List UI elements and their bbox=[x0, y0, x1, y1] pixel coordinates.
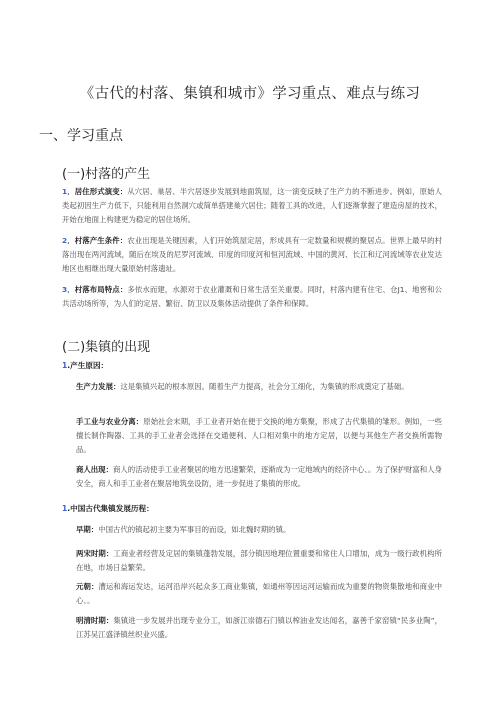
list-item bbox=[62, 234, 442, 276]
subsection-heading-villages: (一)村落的产生 bbox=[62, 167, 151, 182]
item-text: 多依水而建，水源对于农业灌溉和日常生活至关重要。同时，村落内建有住宅、仓J1、地窖和公共活动场所等，为人们的定居、繁衍、防卫以及集体活动提供了条件和保障。 bbox=[62, 285, 442, 308]
list-item bbox=[76, 415, 442, 457]
item-text: 集镇进一步发展并出现专业分工，如浙江崇德石门镇以榨油业发达闻名，嘉善千家窑镇“民多业陶”，江苏吴江盛泽镇丝织业兴盛。 bbox=[76, 616, 442, 639]
list-item bbox=[76, 523, 442, 537]
item-label: ．村落产生条件： bbox=[67, 236, 128, 245]
item-number: 3 bbox=[62, 285, 68, 294]
list-item bbox=[76, 547, 442, 575]
item-number: 2 bbox=[62, 236, 68, 245]
item-number: 1 bbox=[62, 187, 68, 196]
list-item bbox=[76, 463, 442, 491]
sub-heading-history bbox=[62, 502, 154, 516]
item-label: 商人出现： bbox=[76, 465, 113, 474]
item-label: 两宋时期： bbox=[76, 549, 114, 558]
item-text: 这是集镇兴起的根本原因。随着生产力提高，社会分工细化，为集镇的形成奠定了基础。 bbox=[120, 382, 409, 391]
item-text: 中国古代的镇起初主要为军事目的而设，如北魏时期的镇。 bbox=[98, 525, 291, 534]
subsection-heading-market-towns: (二)集镇的出现 bbox=[62, 340, 151, 355]
item-label: 早期： bbox=[76, 525, 99, 534]
list-item bbox=[76, 380, 442, 394]
item-number: 1 bbox=[62, 361, 68, 370]
item-label: .中国古代集镇发展历程： bbox=[67, 504, 154, 513]
item-label: ．村落布局特点： bbox=[67, 285, 128, 294]
item-label: 明清时期： bbox=[76, 616, 114, 625]
item-text: 商人的活动使手工业者聚居的地方迅速繁荣，逐渐成为一定地域内的经济中心、。为了保护财富和人身安全，商人和手工业者在聚居地筑垒设防，进一步促进了集镇的形成。 bbox=[76, 465, 442, 488]
item-label: 元朝： bbox=[76, 582, 99, 591]
list-item bbox=[76, 614, 442, 642]
item-label: 生产力发展： bbox=[76, 382, 121, 391]
item-text: 工商业者经营及定居的集镇蓬勃发展，部分镇因地理位置重要和常住人口增加，成为一级行政机构所在地，市场日益繁荣。 bbox=[76, 549, 442, 572]
item-label: ．居住形式演变： bbox=[67, 187, 128, 196]
document-title: 《古代的村落、集镇和城市》学习重点、难点与练习 bbox=[79, 86, 421, 102]
section-heading-learning-focus: 一、学习重点 bbox=[39, 128, 123, 144]
sub-heading-causes bbox=[62, 359, 108, 373]
list-item bbox=[62, 185, 442, 227]
item-label: .产生原因： bbox=[67, 361, 109, 370]
item-text: 农业出现是关键因素，人们开始筑屋定居，形成具有一定数量和规模的聚居点。世界上最早的村落出现在两河流域，随后在埃及的尼罗河流域、印度的印度河和恒河流域、中国的黄河、长江和辽河流域等农业发达地区也相继出现大量原始村落遗址。 bbox=[62, 236, 442, 273]
item-number: 1 bbox=[62, 504, 68, 513]
list-item bbox=[62, 283, 442, 311]
item-label: 手工业与农业分离： bbox=[76, 417, 144, 426]
item-text: 从穴居、巢居、半穴居逐步发展到地面筑屋，这一演变反映了生产力的不断进步。例如，原始人类起初因生产力低下，只能利用自然洞穴或简单搭建巢穴居住；随着工具的改进，人们逐渐掌握了建造房屋的技术，开始在地面上构建更为稳定的居住场所。 bbox=[62, 187, 442, 224]
item-text: 漕运和海运发达，运河沿岸兴起众多工商业集镇，如通州等因运河运输而成为重要的物资集散地和商业中心、。 bbox=[76, 582, 442, 605]
list-item bbox=[76, 580, 442, 608]
item-text: 原始社会末期，手工业者开始在便于交换的地方集聚，形成了古代集镇的雏形。例如，一些擅长制作陶器、工具的手工业者会选择在交通便利、人口相对集中的地方定居，以便与其他生产者交换所需物品。 bbox=[76, 417, 442, 454]
